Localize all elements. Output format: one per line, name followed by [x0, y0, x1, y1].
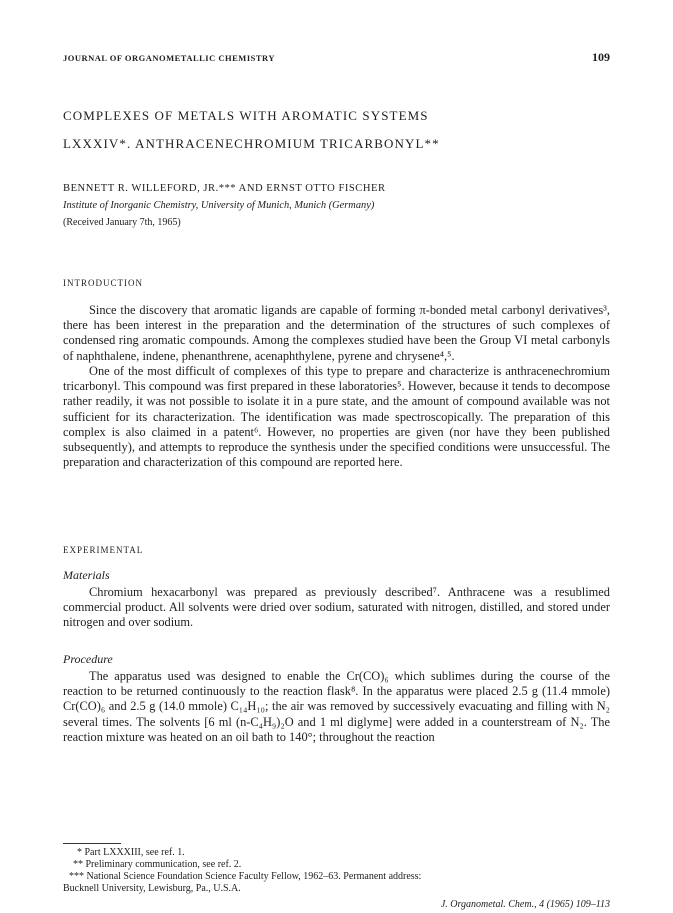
affiliation: Institute of Inorganic Chemistry, University of Munich, Munich (Germany) [63, 200, 375, 211]
introduction-paragraph-1: Since the discovery that aromatic ligands are capable of forming π-bonded metal carbonyl derivatives³, there has been interest in the preparation and the determination of the structures of such complexes of condensed ring aromatic compounds. Among the complexes studied have been the Group VI metal carbonyls of naphthalene, indene, phenanthrene, acenaphthylene, pyrene and chrysene⁴,⁵. [63, 303, 610, 363]
journal-name: JOURNAL OF ORGANOMETALLIC CHEMISTRY [63, 53, 276, 63]
article-title-line-2: LXXXIV*. ANTHRACENECHROMIUM TRICARBONYL** [63, 136, 440, 151]
footnote-1: * Part LXXXIII, see ref. 1. [77, 847, 185, 858]
running-head [63, 50, 610, 65]
received-date: (Received January 7th, 1965) [63, 217, 181, 228]
procedure-paragraph: The apparatus used was designed to enable the Cr(CO)₆ which sublimes during the course of the reaction to be returned continuously to the reaction flask⁸. In the apparatus were placed 2.5 g (11.4 mmole) Cr(CO)₆ and 2.5 g (14.0 mmole) C₁₄H₁₀; the air was removed by successively evacuating and filling with N₂ several times. The solvents [6 ml (n-C₄H₉)₂O and 1 ml diglyme] were added in a counterstream of N₂. The reaction mixture was heated on an oil bath to 140°; throughout the reaction [63, 669, 610, 744]
footnote-2: ** Preliminary communication, see ref. 2. [73, 859, 242, 870]
experimental-heading: EXPERIMENTAL [63, 545, 144, 555]
footnote-rule [63, 843, 121, 844]
footnote-3-continued: Bucknell University, Lewisburg, Pa., U.S.A. [63, 883, 241, 894]
materials-paragraph: Chromium hexacarbonyl was prepared as previously described⁷. Anthracene was a resublimed commercial product. All solvents were dried over sodium, saturated with nitrogen, distilled, and stored under nitrogen and over sodium. [63, 585, 610, 630]
introduction-heading: INTRODUCTION [63, 278, 143, 288]
journal-citation: J. Organometal. Chem., 4 (1965) 109–113 [440, 899, 610, 910]
materials-heading: Materials [63, 568, 110, 582]
procedure-heading: Procedure [63, 652, 113, 666]
page-number: 109 [592, 50, 610, 64]
footnote-3: *** National Science Foundation Science Faculty Fellow, 1962–63. Permanent address: [69, 871, 422, 882]
introduction-paragraph-2: One of the most difficult of complexes of this type to prepare and characterize is anthracenechromium tricarbonyl. This compound was first prepared in these laboratories⁵. However, because it tends to decompose rather readily, it was not possible to isolate it in a pure state, and the amount of compound available was not sufficient for its characterization. The identification was made spectroscopically. The preparation of this complex is also claimed in a patent⁶. However, no properties are given (nor have they been published subsequently), and attempts to reproduce the synthesis under the specified conditions were unsuccessful. The preparation and characterization of this compound are reported here. [63, 364, 610, 470]
article-title-line-1: COMPLEXES OF METALS WITH AROMATIC SYSTEMS [63, 108, 429, 123]
author-line: BENNETT R. WILLEFORD, JR.*** AND ERNST OTTO FISCHER [63, 183, 386, 194]
